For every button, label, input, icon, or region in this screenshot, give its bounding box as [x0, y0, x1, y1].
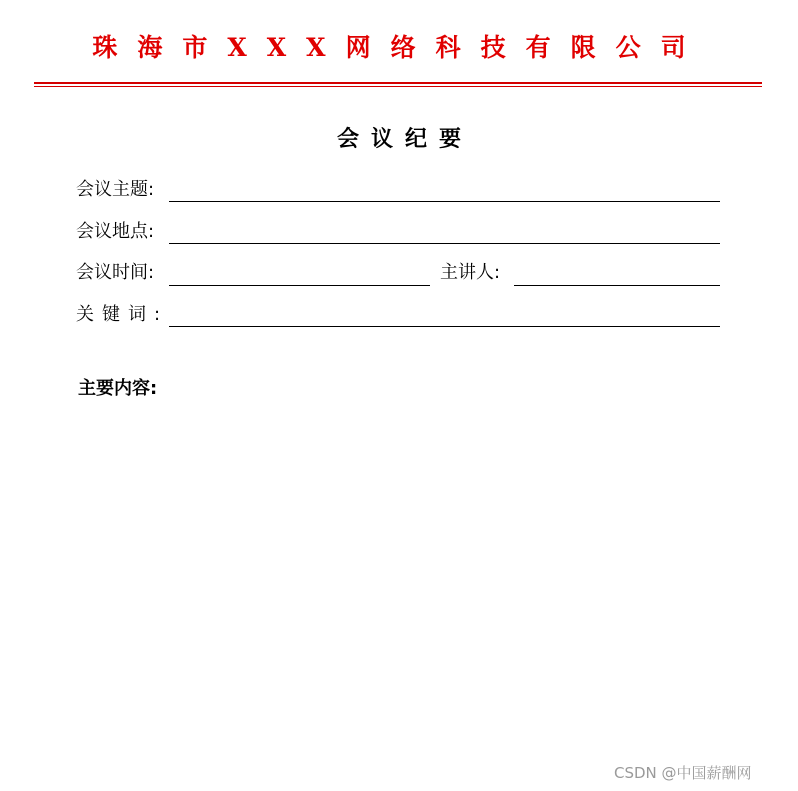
meeting-location-label: 会议地点:: [76, 221, 155, 242]
csdn-watermark: CSDN @中国薪酬网: [614, 764, 752, 782]
meeting-time-label: 会议时间:: [76, 262, 155, 283]
speaker-line: [514, 285, 720, 286]
meeting-time-line: [169, 285, 430, 286]
main-content-heading: 主要内容:: [78, 378, 158, 399]
meeting-location-line: [169, 243, 720, 244]
document-title: 会议纪要: [336, 127, 473, 152]
meeting-topic-line: [169, 201, 720, 202]
keywords-line: [169, 326, 720, 327]
keywords-label: 关键词:: [76, 304, 169, 325]
speaker-label: 主讲人:: [440, 262, 501, 283]
letterhead-divider-thin: [34, 86, 762, 87]
meeting-topic-label: 会议主题:: [76, 179, 155, 200]
letterhead-divider-thick: [34, 82, 762, 84]
company-letterhead: 珠海市XXX网络科技有限公司: [92, 33, 706, 62]
